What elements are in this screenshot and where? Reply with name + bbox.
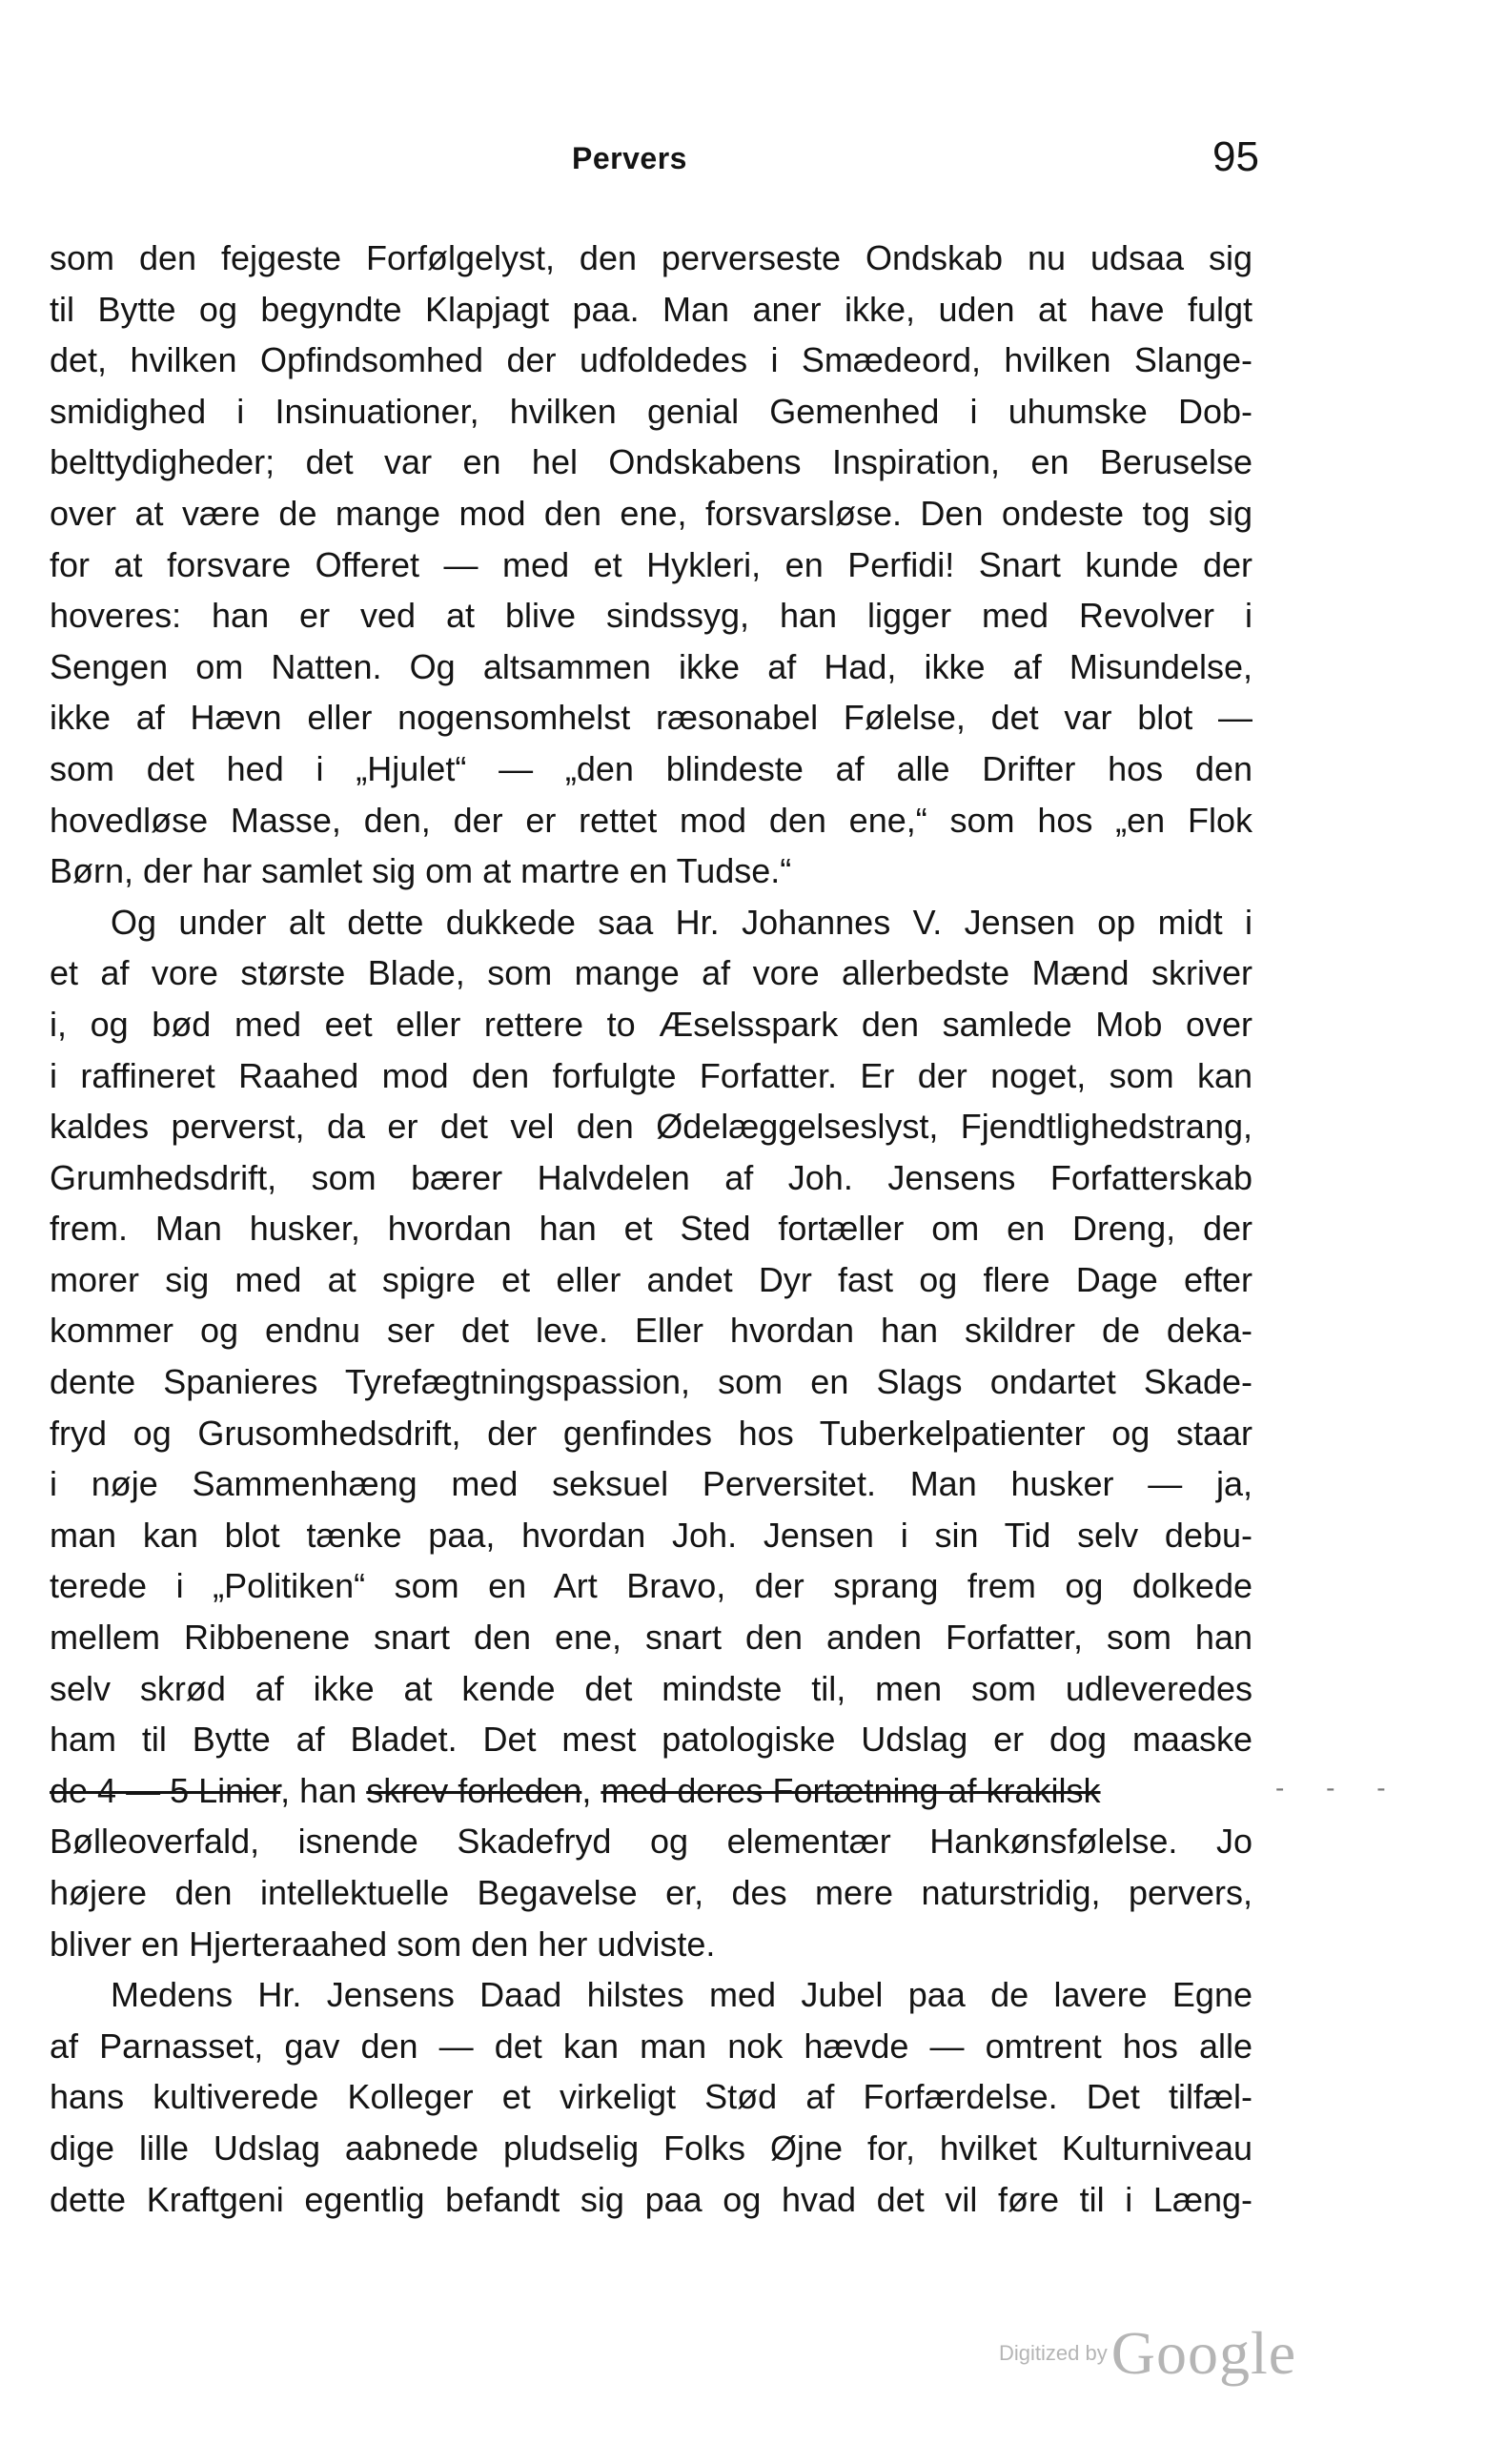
text-line: hoveres: han er ved at blive sindssyg, han ligger med Revolver i — [50, 596, 1252, 636]
body-text — [50, 233, 1252, 2225]
margin-marks: - - - — [1275, 1773, 1403, 1802]
text-line: kaldes perverst, da er det vel den Ødelæggelseslyst, Fjendtlighedstrang, — [50, 1107, 1252, 1147]
text-fragment: , han — [280, 1770, 367, 1810]
page-header — [0, 133, 1507, 191]
text-line: som det hed i „Hjulet“ — „den blindeste af alle Drifter hos den — [50, 748, 1252, 788]
text-line: fryd og Grusomhedsdrift, der genfindes hos Tuberkelpatienter og staar — [50, 1413, 1252, 1453]
text-line: højere den intellektuelle Begavelse er, des mere naturstridig, pervers, — [50, 1873, 1252, 1912]
text-line: man kan blot tænke paa, hvordan Joh. Jensen i sin Tid selv debu- — [50, 1515, 1252, 1555]
text-line: morer sig med at spigre et eller andet Dyr fast og flere Dage efter — [50, 1259, 1252, 1299]
text-line: hans kultiverede Kolleger et virkeligt Stød af Forfærdelse. Det tilfæl- — [50, 2077, 1252, 2117]
struck-text: de 4 — 5 Linier — [50, 1770, 281, 1810]
text-line: dette Kraftgeni egentlig befandt sig paa og hvad det vil føre til i Læng- — [50, 2179, 1252, 2219]
running-title: Pervers — [572, 141, 687, 175]
text-line: ikke af Hævn eller nogensomhelst ræsonabel Følelse, det var blot — — [50, 698, 1252, 738]
text-line: for at forsvare Offeret — med et Hykleri, en Perfidi! Snart kunde der — [50, 544, 1252, 584]
text-line: det, hvilken Opfindsomhed der udfoldedes i Smædeord, hvilken Slange- — [50, 340, 1252, 380]
digitized-watermark — [999, 2318, 1296, 2389]
text-line: i, og bød med eet eller rettere to Æselsspark den samlede Mob over — [50, 1004, 1252, 1044]
text-line: Børn, der har samlet sig om at martre en Tudse.“ — [50, 851, 792, 891]
text-line: af Parnasset, gav den — det kan man nok hævde — omtrent hos alle — [50, 2026, 1252, 2066]
google-logo: Google — [1110, 2319, 1297, 2387]
digitized-label: Digitized by — [999, 2341, 1108, 2365]
text-line: selv skrød af ikke at kende det mindste til, men som udleveredes — [50, 1668, 1252, 1708]
struck-text-line — [50, 1765, 1252, 1817]
text-line: smidighed i Insinuationer, hvilken genial Gemenhed i uhumske Dob- — [50, 391, 1252, 431]
struck-text: skrev forleden — [366, 1770, 582, 1810]
text-line: terede i „Politiken“ som en Art Bravo, der sprang frem og dolkede — [50, 1566, 1252, 1606]
text-line: over at være de mange mod den ene, forsvarsløse. Den ondeste tog sig — [50, 493, 1252, 533]
page-number: 95 — [1212, 133, 1259, 180]
text-line: bliver en Hjerteraahed som den her udviste. — [50, 1924, 716, 1964]
text-line: Medens Hr. Jensens Daad hilstes med Jubel paa de lavere Egne — [111, 1975, 1252, 2015]
text-line: ham til Bytte af Bladet. Det mest patologiske Udslag er dog maaske — [50, 1720, 1252, 1760]
text-line: dente Spanieres Tyrefægtningspassion, som en Slags ondartet Skade- — [50, 1362, 1252, 1402]
text-line: frem. Man husker, hvordan han et Sted fortæller om en Dreng, der — [50, 1209, 1252, 1249]
text-line: dige lille Udslag aabnede pludselig Folks Øjne for, hvilket Kulturniveau — [50, 2128, 1252, 2168]
text-line: Grumhedsdrift, som bærer Halvdelen af Joh. Jensens Forfatterskab — [50, 1157, 1252, 1197]
struck-text: med deres Fortætning af krakilsk — [601, 1770, 1101, 1810]
text-line: hovedløse Masse, den, der er rettet mod den ene,“ som hos „en Flok — [50, 800, 1252, 840]
text-line: til Bytte og begyndte Klapjagt paa. Man aner ikke, uden at have fulgt — [50, 289, 1252, 329]
text-line: kommer og endnu ser det leve. Eller hvordan han skildrer de deka- — [50, 1311, 1252, 1351]
text-line: som den fejgeste Forfølgelyst, den perverseste Ondskab nu udsaa sig — [50, 238, 1252, 277]
text-line: Sengen om Natten. Og altsammen ikke af Had, ikke af Misundelse, — [50, 646, 1252, 686]
text-line: mellem Ribbenene snart den ene, snart den anden Forfatter, som han — [50, 1618, 1252, 1658]
text-line: belttydigheder; det var en hel Ondskabens Inspiration, en Beruselse — [50, 442, 1252, 482]
text-line: et af vore største Blade, som mange af vore allerbedste Mænd skriver — [50, 953, 1252, 993]
text-line: i raffineret Raahed mod den forfulgte Forfatter. Er der noget, som kan — [50, 1055, 1252, 1095]
text-line: Bølleoverfald, isnende Skadefryd og elementær Hankønsfølelse. Jo — [50, 1822, 1252, 1862]
text-line: Og under alt dette dukkede saa Hr. Johannes V. Jensen op midt i — [111, 902, 1252, 942]
text-line: i nøje Sammenhæng med seksuel Perversitet. Man husker — ja, — [50, 1464, 1252, 1504]
text-fragment: , — [581, 1770, 601, 1810]
